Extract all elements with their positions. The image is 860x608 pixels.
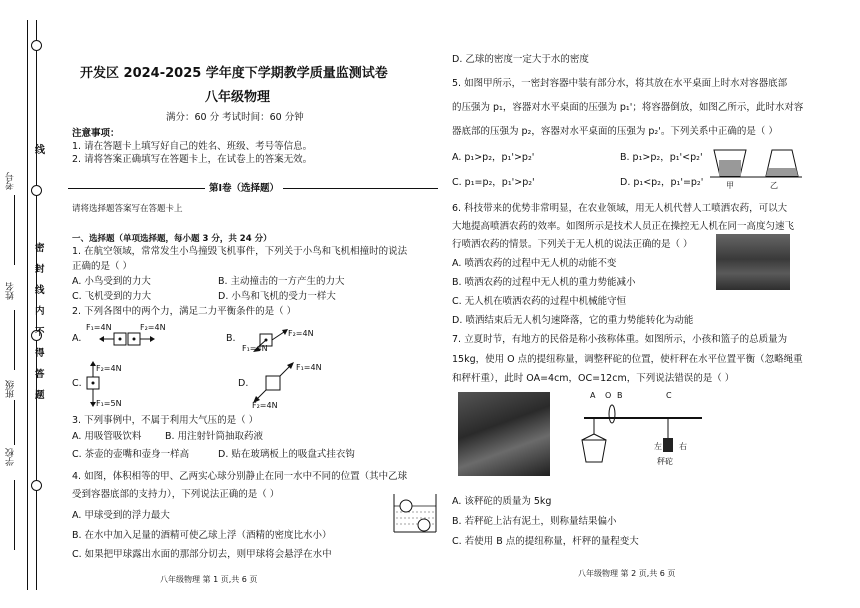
- seal-char: 线: [35, 285, 45, 296]
- q4-option-b: B. 在水中加入足量的酒精可使乙球上浮（酒精的密度比水小）: [72, 530, 332, 541]
- field-underline-name: [14, 310, 15, 370]
- question-6-line: 行喷洒农药的情景。下列关于无人机的说法正确的是（ ）: [452, 239, 693, 250]
- q5-fig-label-yi: 乙: [770, 181, 778, 190]
- q5-option-b: B. p₁>p₂，p₁'<p₂': [620, 152, 703, 163]
- field-label-class: 班级: [6, 380, 16, 398]
- q1-option-a: A. 小鸟受到的力大: [72, 276, 151, 287]
- question-3: 3. 下列事例中，不属于利用大气压的是（ ）: [72, 415, 259, 426]
- exam-title: 开发区 2024-2025 学年度下学期教学质量监测试卷: [80, 66, 388, 81]
- q7-label-c: C: [666, 391, 672, 400]
- seal-char: 答: [35, 369, 45, 380]
- q2-option-d-label: D.: [238, 378, 249, 389]
- q2-c-force-1: F₂=4N: [96, 364, 122, 373]
- binding-circle: [31, 40, 42, 51]
- q2-a-force-2: F₂=4N: [140, 323, 166, 332]
- q5-option-c: C. p₁=p₂，p₁'>p₂': [452, 177, 535, 188]
- q6-option-c: C. 无人机在喷洒农药的过程中机械能守恒: [452, 296, 627, 307]
- q7-label-right: 右: [679, 442, 687, 451]
- field-underline-exam-number: [14, 195, 15, 265]
- seal-char: 封: [35, 264, 45, 275]
- margin-line-inner: [36, 20, 37, 590]
- question-1-line: 1. 在航空领域，常常发生小鸟撞毁飞机事件，下列关于小鸟和飞机相撞时的说法: [72, 246, 408, 257]
- q3-option-a: A. 用吸管吸饮料: [72, 431, 142, 442]
- q7-label-left: 左: [654, 442, 662, 451]
- exam-subject: 八年级物理: [205, 90, 271, 105]
- seal-char: 内: [35, 306, 45, 317]
- q7-label-a: A: [590, 391, 596, 400]
- page-1-footer: 八年级物理 第 1 页,共 6 页: [160, 575, 258, 584]
- margin-line-outer: [27, 20, 28, 590]
- seal-char: 得: [35, 348, 45, 359]
- q1-option-c: C. 飞机受到的力大: [72, 291, 152, 302]
- q7-option-c: C. 若使用 B 点的提纽称量，杆秤的量程变大: [452, 536, 639, 547]
- note-item: 2. 请将答案正确填写在答题卡上，在试卷上的答案无效。: [72, 154, 313, 165]
- q7-weighing-photo: [458, 392, 550, 476]
- seal-char: 密: [35, 243, 45, 254]
- question-5-line: 5. 如图甲所示，一密封容器中装有部分水，将其放在水平桌面上时水对容器底部: [452, 78, 788, 89]
- note-item: 1. 请在答题卡上填写好自己的姓名、班级、考号等信息。: [72, 141, 313, 152]
- field-label-school: 学校: [6, 448, 16, 466]
- q2-b-force-1: F₁=4N: [242, 344, 268, 353]
- q2-option-a-label: A.: [72, 333, 82, 344]
- q1-option-d: D. 小鸟和飞机的受力一样大: [218, 291, 336, 302]
- section-heading: 一、选择题（单项选择题，每小题 3 分，共 24 分）: [72, 234, 272, 244]
- q5-option-d: D. p₁<p₂，p₁'=p₂': [620, 177, 704, 188]
- q6-option-b: B. 喷洒农药的过程中无人机的重力势能减小: [452, 277, 636, 288]
- seal-char: 题: [35, 390, 45, 401]
- field-underline-class: [14, 400, 15, 445]
- field-underline-school: [14, 480, 15, 550]
- seal-line-label: 线: [35, 145, 45, 156]
- question-7-line: 7. 立夏时节，有地方的民俗是称小孩称体重。如图所示，小孩和篮子的总质量为: [452, 334, 788, 345]
- question-7-line: 15kg，使用 O 点的提纽称量，调整秤砣的位置，使杆秤在水平位置平衡（忽略绳重: [452, 354, 803, 365]
- field-label-exam-number: 考号: [6, 172, 16, 190]
- q2-option-c-label: C.: [72, 378, 82, 389]
- notes-heading: 注意事项：: [72, 128, 120, 139]
- q1-option-b: B. 主动撞击的一方产生的力大: [218, 276, 345, 287]
- q2-option-b-label: B.: [226, 333, 236, 344]
- q6-drone-photo: [716, 234, 790, 290]
- binding-circle: [31, 185, 42, 196]
- q4-option-d: D. 乙球的密度一定大于水的密度: [452, 54, 589, 65]
- q7-label-counterweight: 秤砣: [657, 457, 673, 466]
- q2-a-force-1: F₁=4N: [86, 323, 112, 332]
- question-1-line: 正确的是（ ）: [72, 261, 133, 272]
- question-4-line: 受到容器底部的支持力），下列说法正确的是（ ）: [72, 489, 280, 500]
- question-6-line: 大地提高喷洒农药的效率。如图所示是技术人员正在操控无人机在同一高度匀速飞: [452, 221, 795, 232]
- q2-d-force-1: F₁=4N: [296, 363, 322, 372]
- q3-option-c: C. 茶壶的壶嘴和壶身一样高: [72, 449, 190, 460]
- exam-meta: 满分：60 分 考试时间：60 分钟: [166, 112, 304, 123]
- part-note: 请将选择题答案写在答题卡上: [72, 204, 183, 214]
- q7-label-o: O: [605, 391, 612, 400]
- q7-option-a: A. 该秤砣的质量为 5kg: [452, 496, 552, 507]
- question-4-line: 4. 如图，体积相等的甲、乙两实心球分别静止在同一水中不同的位置（其中乙球: [72, 471, 408, 482]
- q6-option-d: D. 喷洒结束后无人机匀速降落，它的重力势能转化为动能: [452, 315, 694, 326]
- page-2-footer: 八年级物理 第 2 页,共 6 页: [578, 569, 676, 578]
- q5-fig-label-jia: 甲: [726, 181, 734, 190]
- q4-water-container-figure: [392, 492, 438, 534]
- question-5-line: 的压强为 p₁，容器对水平桌面的压强为 p₁'；将容器倒放，如图乙所示，此时水对容: [452, 102, 804, 113]
- question-5-line: 器底部的压强为 p₂，容器对水平桌面的压强为 p₂'。下列关系中正确的是（ ）: [452, 126, 778, 137]
- q4-option-a: A. 甲球受到的浮力最大: [72, 510, 170, 521]
- q2-b-force-2: F₂=4N: [288, 329, 314, 338]
- q6-option-a: A. 喷洒农药的过程中无人机的动能不变: [452, 258, 617, 269]
- q2-c-force-2: F₁=5N: [96, 399, 122, 408]
- q2-d-force-2: F₂=4N: [252, 401, 278, 410]
- question-2: 2. 下列各图中的两个力，满足二力平衡条件的是（ ）: [72, 306, 297, 317]
- q3-option-b: B. 用注射针筒抽取药液: [165, 431, 264, 442]
- q3-option-d: D. 贴在玻璃板上的吸盘式挂衣钩: [218, 449, 355, 460]
- q5-option-a: A. p₁>p₂，p₁'>p₂': [452, 152, 535, 163]
- q5-container-figure: [710, 146, 802, 186]
- q7-option-b: B. 若秤砣上沾有泥土，则称量结果偏小: [452, 516, 617, 527]
- question-6-line: 6. 科技带来的优势非常明显，在农业领域，用无人机代替人工喷洒农药，可以大: [452, 203, 788, 214]
- q7-label-b: B: [617, 391, 623, 400]
- q4-option-c: C. 如果把甲球露出水面的那部分切去，则甲球将会悬浮在水中: [72, 549, 332, 560]
- part-title: 第Ⅰ卷（选择题）: [205, 183, 283, 195]
- seal-char: 不: [35, 327, 45, 338]
- question-7-line: 和秤杆重），此时 OA=4cm，OC=12cm，下列说法错误的是（ ）: [452, 373, 735, 384]
- binding-circle: [31, 480, 42, 491]
- field-label-name: 姓名: [6, 282, 16, 300]
- q7-steelyard-diagram: [578, 400, 708, 482]
